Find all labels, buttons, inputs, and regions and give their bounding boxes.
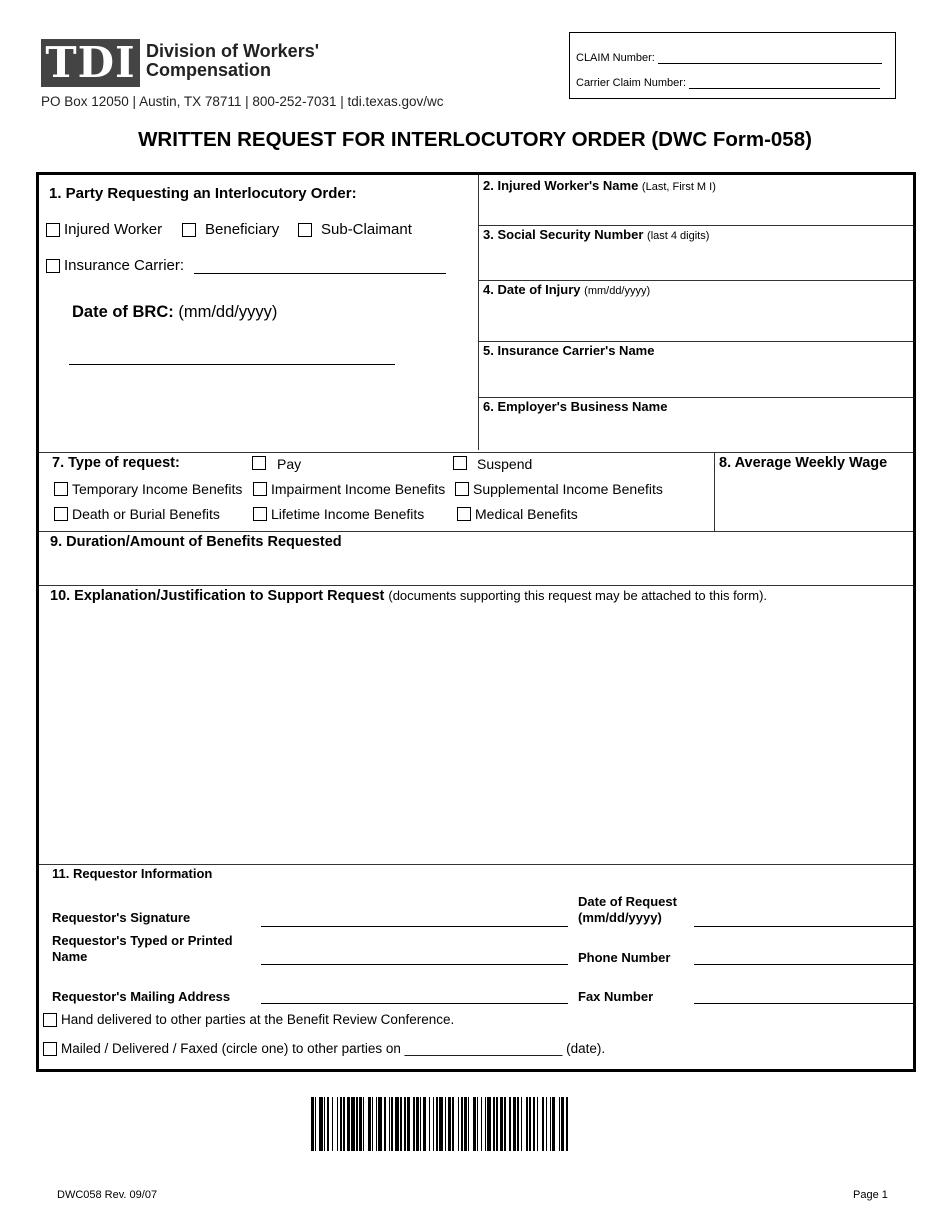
barcode-image: [311, 1097, 635, 1151]
injured-worker-checkbox[interactable]: [46, 223, 60, 237]
section-10-note: (documents supporting this request may be attached to this form).: [388, 588, 768, 603]
lifetime-income-checkbox[interactable]: [253, 507, 267, 521]
requestor-signature-field[interactable]: [261, 926, 568, 927]
date-of-brc-label: [72, 303, 277, 322]
office-address: PO Box 12050 | Austin, TX 78711 | 800-252-7031 | tdi.texas.gov/wc: [41, 94, 444, 109]
division-line-1: Division of Workers': [146, 41, 319, 61]
beneficiary-label: Beneficiary: [205, 221, 280, 238]
medical-benefits-label: Medical Benefits: [475, 506, 578, 522]
section-1-label: 1. Party Requesting an Interlocutory Order:: [49, 185, 357, 202]
pay-label: Pay: [277, 456, 302, 472]
requestor-name-line-2: Name: [52, 949, 88, 964]
beneficiary-checkbox[interactable]: [182, 223, 196, 237]
column-divider: [478, 175, 479, 450]
divider-4-5: [478, 341, 913, 342]
insurance-carrier-checkbox[interactable]: [46, 259, 60, 273]
section-10-label: [50, 588, 767, 604]
mailed-label: Mailed / Delivered / Faxed (circle one) to other parties on _____________________ (date).: [61, 1041, 606, 1056]
tib-label: Temporary Income Benefits: [72, 481, 243, 497]
tdi-logo: TDI: [41, 39, 140, 87]
divider-10-11: [39, 864, 913, 865]
field-6-label: 6. Employer's Business Name: [483, 399, 668, 414]
section-8-label: 8. Average Weekly Wage: [719, 455, 888, 471]
tib-checkbox[interactable]: [54, 482, 68, 496]
divider-2-3: [478, 225, 913, 226]
section-10-title: 10. Explanation/Justification to Support Request: [50, 588, 385, 604]
requestor-name-field[interactable]: [261, 964, 568, 965]
iib-checkbox[interactable]: [253, 482, 267, 496]
field-4-title: 4. Date of Injury: [483, 282, 581, 297]
hand-delivered-checkbox[interactable]: [43, 1013, 57, 1027]
claim-number-row: [576, 52, 882, 64]
form-body: [36, 172, 916, 1072]
division-line-2: Compensation: [146, 60, 272, 80]
date-of-request-field[interactable]: [694, 926, 913, 927]
claim-number-box: [569, 32, 896, 99]
field-3-label: [483, 227, 709, 242]
sib-label: Supplemental Income Benefits: [473, 481, 663, 497]
field-2-label: [483, 178, 716, 193]
date-of-request-label: [578, 894, 677, 926]
hand-delivered-label: Hand delivered to other parties at the Benefit Review Conference.: [61, 1012, 455, 1027]
division-name: [146, 42, 319, 80]
section-9-label: 9. Duration/Amount of Benefits Requested: [50, 534, 342, 550]
section-11-label: 11. Requestor Information: [52, 866, 213, 881]
divider-7-9: [39, 531, 913, 532]
requestor-address-field[interactable]: [261, 1003, 568, 1004]
field-3-title: 3. Social Security Number: [483, 227, 644, 242]
field-3-note: (last 4 digits): [647, 230, 710, 242]
form-title: WRITTEN REQUEST FOR INTERLOCUTORY ORDER (DWC Form-058): [138, 128, 812, 151]
section-7-label: 7. Type of request:: [52, 455, 180, 471]
claim-number-label: CLAIM Number:: [576, 52, 655, 64]
sib-checkbox[interactable]: [455, 482, 469, 496]
field-4-label: [483, 282, 650, 297]
insurance-carrier-label: Insurance Carrier:: [64, 257, 185, 274]
section-8-divider: [714, 452, 715, 532]
field-5-label: 5. Insurance Carrier's Name: [483, 343, 655, 358]
suspend-checkbox[interactable]: [453, 456, 467, 470]
medical-benefits-checkbox[interactable]: [457, 507, 471, 521]
requestor-signature-label: Requestor's Signature: [52, 910, 191, 925]
death-burial-label: Death or Burial Benefits: [72, 506, 220, 522]
insurance-carrier-field[interactable]: [194, 273, 446, 274]
requestor-name-line-1: Requestor's Typed or Printed: [52, 933, 233, 948]
sub-claimant-label: Sub-Claimant: [321, 221, 412, 238]
divider-9-10: [39, 585, 913, 586]
date-of-request-line-2: (mm/dd/yyyy): [578, 910, 662, 925]
field-2-title: 2. Injured Worker's Name: [483, 178, 639, 193]
lifetime-income-label: Lifetime Income Benefits: [271, 506, 425, 522]
carrier-claim-number-field[interactable]: [689, 88, 880, 89]
form-revision: DWC058 Rev. 09/07: [57, 1189, 158, 1201]
death-burial-checkbox[interactable]: [54, 507, 68, 521]
requestor-address-label: Requestor's Mailing Address: [52, 989, 231, 1004]
divider-top-block: [39, 452, 913, 453]
carrier-claim-number-row: [576, 77, 880, 89]
divider-3-4: [478, 280, 913, 281]
suspend-label: Suspend: [477, 456, 533, 472]
injured-worker-label: Injured Worker: [64, 221, 163, 238]
phone-number-field[interactable]: [694, 964, 913, 965]
divider-5-6: [478, 397, 913, 398]
date-of-brc-format: (mm/dd/yyyy): [178, 303, 278, 321]
field-4-note: (mm/dd/yyyy): [584, 285, 651, 297]
iib-label: Impairment Income Benefits: [271, 481, 446, 497]
explanation-area[interactable]: [47, 611, 907, 861]
fax-number-label: Fax Number: [578, 989, 654, 1004]
field-2-note: (Last, First M I): [641, 181, 716, 193]
carrier-claim-number-label: Carrier Claim Number:: [576, 77, 687, 89]
date-of-request-line-1: Date of Request: [578, 894, 677, 909]
requestor-name-label: [52, 933, 233, 965]
sub-claimant-checkbox[interactable]: [298, 223, 312, 237]
page-number: Page 1: [853, 1189, 888, 1201]
claim-number-field[interactable]: [658, 63, 882, 64]
barcode-bar: [568, 1097, 569, 1151]
date-of-brc-field[interactable]: [69, 364, 395, 365]
pay-checkbox[interactable]: [252, 456, 266, 470]
phone-number-label: Phone Number: [578, 950, 671, 965]
date-of-brc-bold: Date of BRC:: [72, 303, 174, 321]
mailed-checkbox[interactable]: [43, 1042, 57, 1056]
fax-number-field[interactable]: [694, 1003, 913, 1004]
